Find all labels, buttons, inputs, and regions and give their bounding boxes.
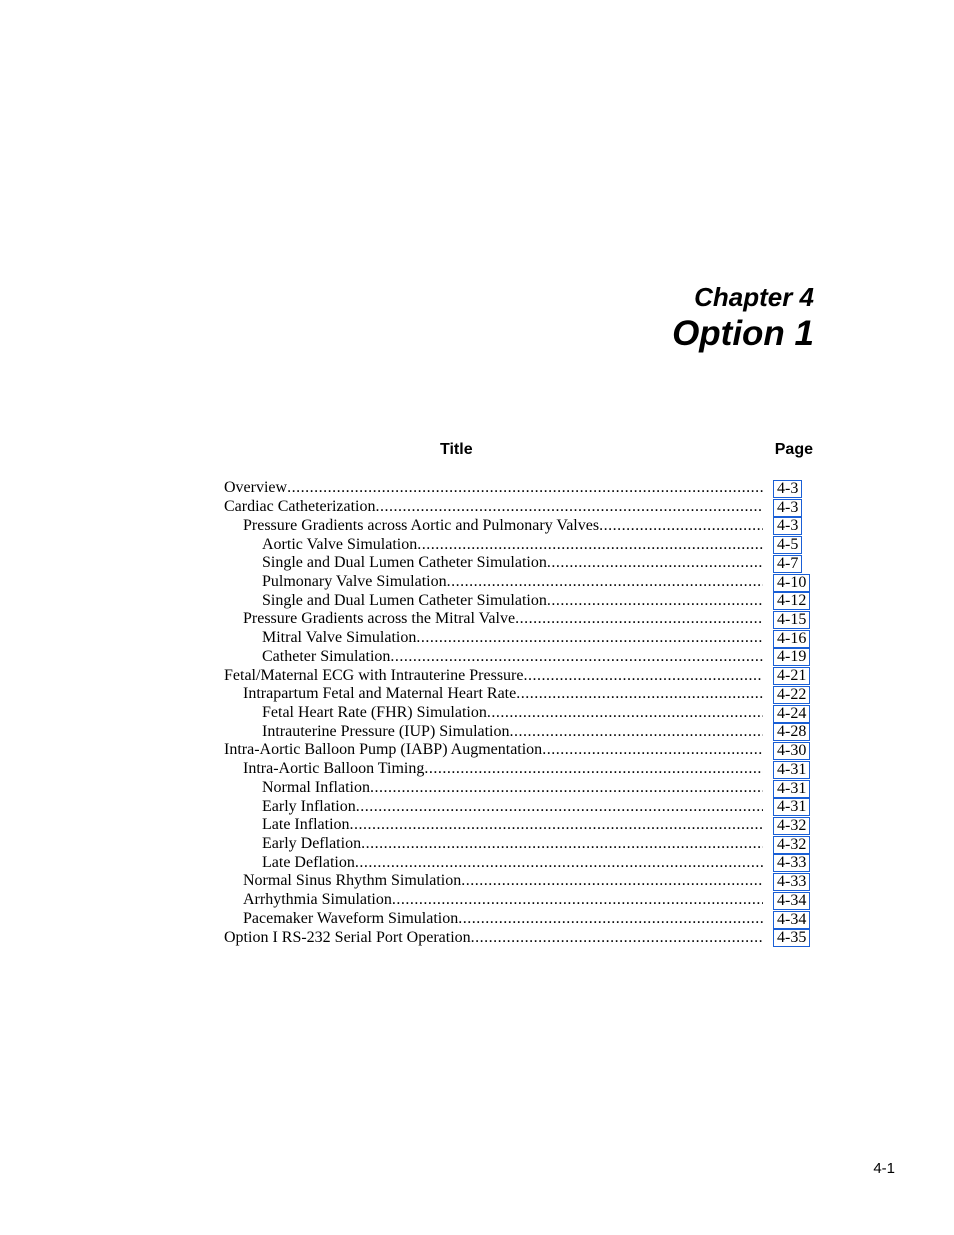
toc-page-link[interactable]: 4-30 [773, 742, 810, 760]
toc-leader-dots [390, 648, 763, 666]
toc-entry-label: Arrhythmia Simulation [243, 891, 392, 909]
toc-leader-dots [416, 629, 763, 647]
toc-entry-label: Fetal/Maternal ECG with Intrauterine Pressure [224, 666, 524, 684]
toc-row [224, 891, 814, 910]
toc-page-link[interactable]: 4-22 [773, 686, 810, 704]
toc-row [224, 704, 814, 723]
chapter-title: Option 1 [672, 314, 814, 353]
toc-leader-dots [461, 872, 763, 890]
toc-page-link[interactable]: 4-28 [773, 723, 810, 741]
toc-row [224, 535, 814, 554]
toc-row [224, 741, 814, 760]
toc-row [224, 760, 814, 779]
toc-page-link[interactable]: 4-3 [773, 517, 802, 535]
toc-page-link[interactable]: 4-33 [773, 873, 810, 891]
toc-page-link[interactable]: 4-33 [773, 854, 810, 872]
toc-leader-dots [424, 760, 763, 778]
toc-leader-dots [523, 667, 763, 685]
toc-leader-dots [375, 498, 763, 516]
toc-entry-label: Intra-Aortic Balloon Timing [243, 760, 425, 778]
toc-row [224, 685, 814, 704]
toc-column-title: Title [440, 441, 473, 458]
toc-entry-label: Late Deflation [262, 853, 355, 871]
toc-leader-dots [417, 536, 763, 554]
toc-page-link[interactable]: 4-3 [773, 499, 802, 517]
toc-page-link[interactable]: 4-31 [773, 798, 810, 816]
toc-entry-label: Intra-Aortic Balloon Pump (IABP) Augmentation [224, 741, 543, 759]
toc-entry-label: Overview [224, 479, 288, 497]
toc-leader-dots [287, 479, 763, 497]
toc-page-link[interactable]: 4-3 [773, 480, 802, 498]
toc-page-link[interactable]: 4-34 [773, 911, 810, 929]
toc-leader-dots [515, 610, 763, 628]
toc-entry-label: Option I RS-232 Serial Port Operation [224, 928, 471, 946]
toc-entry-label: Normal Sinus Rhythm Simulation [243, 872, 462, 890]
toc-leader-dots [471, 929, 763, 947]
footer-page-number: 4-1 [873, 1160, 895, 1177]
toc-entry-label: Pacemaker Waveform Simulation [243, 909, 459, 927]
toc-page-link[interactable]: 4-16 [773, 630, 810, 648]
toc-leader-dots [447, 573, 763, 591]
toc-entry-label: Single and Dual Lumen Catheter Simulation [262, 554, 547, 572]
toc-page-link[interactable]: 4-21 [773, 667, 810, 685]
toc-row [224, 498, 814, 517]
toc-leader-dots [355, 854, 763, 872]
toc-entry-label: Aortic Valve Simulation [262, 535, 418, 553]
toc-row [224, 629, 814, 648]
toc-leader-dots [458, 910, 763, 928]
toc-leader-dots [350, 816, 763, 834]
toc-row [224, 835, 814, 854]
toc-row [224, 779, 814, 798]
toc-row [224, 816, 814, 835]
toc-leader-dots [487, 704, 763, 722]
toc-entry-label: Catheter Simulation [262, 647, 391, 665]
toc-row [224, 928, 814, 947]
toc-row [224, 872, 814, 891]
toc-entry-label: Intrauterine Pressure (IUP) Simulation [262, 722, 510, 740]
toc-page-link[interactable]: 4-24 [773, 705, 810, 723]
toc-leader-dots [356, 798, 763, 816]
toc-entry-label: Pressure Gradients across Aortic and Pulmonary Valves [243, 516, 600, 534]
toc-page-link[interactable]: 4-19 [773, 648, 810, 666]
toc-page-link[interactable]: 4-31 [773, 780, 810, 798]
toc-entry-label: Pressure Gradients across the Mitral Valve [243, 610, 516, 628]
toc-entry-label: Fetal Heart Rate (FHR) Simulation [262, 703, 487, 721]
toc-page-link[interactable]: 4-15 [773, 611, 810, 629]
toc-page-link[interactable]: 4-10 [773, 574, 810, 592]
chapter-label: Chapter 4 [694, 282, 814, 312]
toc-entry-label: Cardiac Catheterization [224, 498, 376, 516]
toc-row [224, 910, 814, 929]
toc-leader-dots [542, 741, 763, 759]
toc-row [224, 610, 814, 629]
toc-column-page: Page [774, 441, 813, 458]
toc-row [224, 516, 814, 535]
toc-leader-dots [510, 723, 764, 741]
toc-page-link[interactable]: 4-31 [773, 761, 810, 779]
toc-entry-label: Early Inflation [262, 797, 356, 815]
toc-leader-dots [361, 835, 763, 853]
toc-page-link[interactable]: 4-7 [773, 555, 802, 573]
toc-leader-dots [370, 779, 763, 797]
toc-leader-dots [547, 554, 763, 572]
toc-page-link[interactable]: 4-35 [773, 929, 810, 947]
toc-row [224, 554, 814, 573]
toc-leader-dots [599, 517, 763, 535]
toc-row [224, 591, 814, 610]
toc-row [224, 666, 814, 685]
toc-leader-dots [516, 685, 763, 703]
toc-page-link[interactable]: 4-12 [773, 592, 810, 610]
toc-entry-label: Early Deflation [262, 835, 362, 853]
table-of-contents [224, 479, 814, 947]
toc-leader-dots [547, 592, 763, 610]
toc-page-link[interactable]: 4-32 [773, 817, 810, 835]
toc-entry-label: Normal Inflation [262, 778, 370, 796]
toc-page-link[interactable]: 4-5 [773, 536, 802, 554]
toc-page-link[interactable]: 4-34 [773, 892, 810, 910]
toc-page-link[interactable]: 4-32 [773, 836, 810, 854]
toc-row [224, 853, 814, 872]
toc-row [224, 479, 814, 498]
toc-row [224, 647, 814, 666]
toc-row [224, 573, 814, 592]
toc-entry-label: Pulmonary Valve Simulation [262, 572, 447, 590]
toc-row [224, 797, 814, 816]
toc-entry-label: Mitral Valve Simulation [262, 629, 417, 647]
toc-entry-label: Late Inflation [262, 816, 350, 834]
toc-leader-dots [392, 891, 763, 909]
toc-entry-label: Single and Dual Lumen Catheter Simulation [262, 591, 547, 609]
toc-entry-label: Intrapartum Fetal and Maternal Heart Rate [243, 685, 517, 703]
toc-row [224, 722, 814, 741]
